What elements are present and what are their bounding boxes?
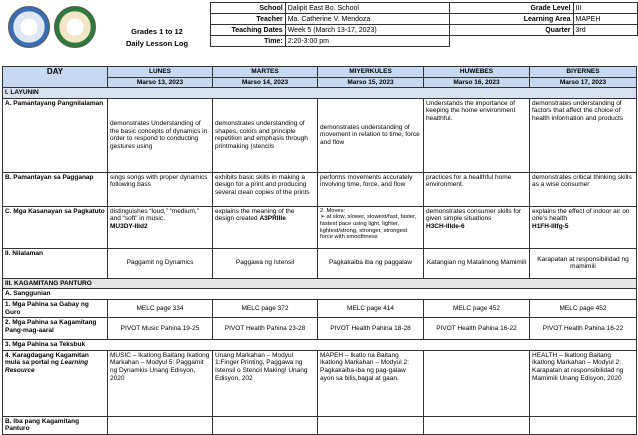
table-cell: PIVOT Health Pahina 18-28 [318,318,424,340]
table-cell: demonstrates critical thinking skills as a wise consumer [530,172,637,206]
table-cell: exhibits basic skills in making a design for a print and producing several clean copies of the prints [213,172,318,206]
cell-text: distinguishes “loud,” “medium,” and “soft” in music. [110,207,199,223]
table-cell [318,206,424,248]
table-cell [213,416,318,434]
table-cell: MELC page 452 [530,299,637,317]
row-label-teksbuk: 3. Mga Pahina sa Teksbuk [3,340,637,351]
competency-code: MU3DY-IIId2 [110,222,148,230]
header-title [102,26,212,50]
table-cell: practices for a healthful home environment. [424,172,530,206]
grade-level-value: III [573,3,637,14]
table-cell: MAPEH – Ikatlo na Baitang Ikatlong Markahan – Modyul 2: Pagkakaiba-iba ng pag-galaw ayon sa bilis,bagal at gaan. [318,350,424,416]
cell-text: explains the meaning of the design created [215,207,295,223]
row-label-pamantayang-pangnilalaman: A. Pamantayang Pangnilalaman [3,98,108,172]
table-cell: PIVOT Health Pahina 23-28 [213,318,318,340]
row-label-pamantayan-sa-pagganap: B. Pamantayan sa Pagganap [3,172,108,206]
table-cell [318,416,424,434]
row-label-sanggunian: A. Sanggunian [3,289,637,300]
log-type-label: Daily Lesson Log [125,39,189,48]
cell-text: 2. Moves: [320,207,346,214]
cell-text: explains the effect of indoor air on one’s health [532,207,630,223]
day-name: BIYERNES [530,67,637,78]
day-date: Marso 17, 2023 [530,77,637,88]
day-name: HUWEBES [424,67,530,78]
table-cell: Unang Markahan – Modyul 1:Finger Printing, Paggawa ng Istensil o Stencil Making! Unang Edisyon, 202 [213,350,318,416]
section-kagamitang-panturo: III. KAGAMITANG PANTURO [3,278,637,289]
cell-text: 4. Karagdagang Kagamitan mula sa portal ng [5,351,89,367]
table-cell [424,416,530,434]
table-cell: demonstrates Understanding of the basic concepts of dynamics in order to respond to conducting gestures using [108,98,213,172]
day-date: Marso 14, 2023 [213,77,318,88]
day-name: MIYERKULES [318,67,424,78]
day-date: Marso 13, 2023 [108,77,213,88]
table-cell: Katangian ng Matalinong Mamimili [424,248,530,278]
section-layunin: I. LAYUNIN [3,88,637,99]
logos [4,2,100,62]
table-cell: PIVOT Health Pahina 16-22 [424,318,530,340]
row-label-kasanayan-sa-pagkatuto: C. Mga Kasanayan sa Pagkatuto [3,206,108,248]
table-cell: Pagkakaiba iba ng paggalaw [318,248,424,278]
row-label-karagdagang-kagamitan [3,350,108,416]
quarter-value: 3rd [573,25,637,36]
arrow-bullet-icon: ➢ [320,214,325,221]
table-cell [213,206,318,248]
table-cell [424,206,530,248]
teaching-dates-value: Week 5 (March 13-17, 2023) [285,25,449,36]
table-cell: Paggawa ng Istensil [213,248,318,278]
table-cell: performs movements accurately involving time, force, and flow [318,172,424,206]
row-label-nilalaman: II. Nilalaman [3,248,108,278]
table-cell: HEALTH – Ikatlong Baitang Ikatlong Markahan – Modyul 2: Karapatan at responsibilidad ng Mamimili Unang Edisyon, 2020 [530,350,637,416]
competency-code: H1FH-IIIfg-5 [532,222,569,230]
school-label: School [211,3,286,14]
table-cell [530,416,637,434]
school-seal-icon [54,6,96,48]
cell-text: Learning Resource [5,359,89,374]
table-cell: demonstrates understanding of factors that affect the choice of health information and products [530,98,637,172]
cell-text: demonstrates consumer skills for given simple situations [426,207,522,223]
table-cell: sings songs with proper dynamics following bass [108,172,213,206]
table-cell: MELC page 452 [424,299,530,317]
day-date: Marso 16, 2023 [424,77,530,88]
competency-code: H3CH-IIIde-6 [426,222,465,230]
day-name: MARTES [213,67,318,78]
grades-label: Grades 1 to 12 [131,27,183,36]
competency-code: A3PRIIIe [259,215,286,223]
day-header: DAY [3,67,108,88]
time-value: 2:20-3:00 pm [285,36,449,47]
table-cell [108,416,213,434]
learning-area-value: MAPEH [573,14,637,25]
table-cell [530,206,637,248]
table-cell [424,350,530,416]
time-label: Time: [211,36,286,47]
teacher-label: Teacher [211,14,286,25]
table-cell: MELC page 334 [108,299,213,317]
school-value: Dalipit East Bo. School [285,3,449,14]
teacher-value: Ma. Catherine V. Mendoza [285,14,449,25]
row-label-gabay-ng-guro: 1. Mga Pahina sa Gabay ng Guro [3,299,108,317]
row-label-kagamitang-pang-mag-aaral: 2. Mga Pahina sa Kagamitang Pang-mag-aaral [3,318,108,340]
table-cell: MELC page 414 [318,299,424,317]
table-cell: Paggamit ng Dynamics [108,248,213,278]
learning-area-label: Learning Area [449,14,573,25]
header [0,0,638,66]
day-date: Marso 15, 2023 [318,77,424,88]
quarter-label: Quarter [449,25,573,36]
table-cell: demonstrates understanding of movement in relation to time, force and flow [318,98,424,172]
row-label-iba-pang-kagamitan: B. Iba pang Kagamitang Panturo [3,416,108,434]
cell-text: at slow, slower, slowest/fast, faster, fastest pace using light, lighter, lightest/strong, stronger, strongest force with smoothness [320,214,417,241]
table-cell: MELC page 372 [213,299,318,317]
info-table [210,2,638,47]
table-cell: PIVOT Music Pahina 19-25 [108,318,213,340]
table-cell: Karapatan at responsibilidad ng mamimili [530,248,637,278]
table-cell: demonstrates understanding of shapes, colors and principle repetition and emphasis through printmaking (stencils [213,98,318,172]
table-cell: MUSIC – Ikatlong Baitang Ikatlong Markahan – Modyul 5: Paggamit ng Dynamkis Unang Edisyon, 2020 [108,350,213,416]
table-cell: PIVOT Health Pahina 16-22 [530,318,637,340]
teaching-dates-label: Teaching Dates [211,25,286,36]
deped-seal-icon [8,6,50,48]
table-cell [108,206,213,248]
table-cell: Understands the importance of keeping the home environment healthful. [424,98,530,172]
lesson-log-table [2,66,637,435]
day-name: LUNES [108,67,213,78]
grade-level-label: Grade Level [449,3,573,14]
